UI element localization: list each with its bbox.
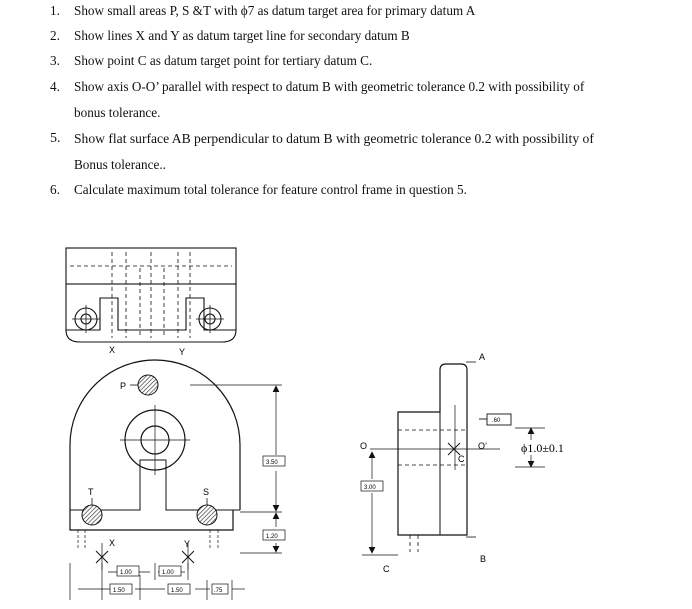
label-b: B bbox=[480, 554, 487, 564]
top-view-hidden-lines bbox=[70, 252, 232, 338]
dim-height-step: 1.20 bbox=[266, 534, 278, 540]
question-number: 3. bbox=[50, 53, 60, 68]
dim-bottom-3: 1.50 bbox=[113, 588, 125, 594]
side-view-profile bbox=[398, 364, 467, 535]
top-view-hole-left bbox=[72, 305, 100, 333]
dim-hole-height: 3.00 bbox=[364, 485, 376, 491]
question-number: 4. bbox=[50, 79, 60, 94]
dim-bottom-4: 1.50 bbox=[171, 588, 183, 594]
dim-bottom-2: 1.00 bbox=[162, 570, 174, 576]
datum-target-s bbox=[197, 498, 217, 525]
label-c-small: C bbox=[458, 454, 465, 464]
label-y-front: Y bbox=[184, 539, 191, 549]
dim-bottom-5: .75 bbox=[214, 588, 223, 594]
question-text: Show small areas P, S &T with ϕ7 as datum target area for primary datum A bbox=[74, 3, 476, 18]
front-view-hidden-lines bbox=[78, 530, 218, 550]
top-view-base bbox=[66, 284, 236, 342]
label-p: P bbox=[120, 381, 127, 391]
label-x-front: X bbox=[109, 538, 116, 548]
datum-target-p bbox=[130, 375, 158, 395]
label-t: T bbox=[88, 487, 94, 497]
side-view bbox=[370, 362, 500, 552]
question-number: 5. bbox=[50, 131, 61, 146]
front-view-bottom-dims bbox=[70, 563, 245, 600]
question-text: Show point C as datum target point for tertiary datum C. bbox=[74, 53, 373, 68]
front-view-vertical-dims bbox=[190, 385, 285, 553]
question-number: 1. bbox=[50, 3, 60, 18]
question-text: Show axis O-O’ parallel with respect to datum B with geometric tolerance 0.2 with possibility of bbox=[74, 79, 585, 94]
question-continuation: bonus tolerance. bbox=[74, 105, 161, 120]
top-view-label-y: Y bbox=[179, 347, 186, 357]
question-continuation: Bonus tolerance.. bbox=[74, 157, 166, 172]
question-text: Calculate maximum total tolerance for feature control frame in question 5. bbox=[74, 182, 467, 197]
top-view-hole-right bbox=[196, 305, 224, 333]
dim-bottom-1: 1.00 bbox=[120, 570, 132, 576]
question-text: Show flat surface AB perpendicular to datum B with geometric tolerance 0.2 with possibility of bbox=[74, 131, 594, 146]
label-c: C bbox=[383, 564, 390, 574]
diameter-tolerance: ϕ1.0±0.1 bbox=[521, 441, 564, 455]
datum-target-t bbox=[82, 498, 102, 525]
side-view-hole-dim bbox=[361, 452, 398, 555]
question-number: 6. bbox=[50, 182, 60, 197]
side-view-hidden-lines bbox=[398, 430, 467, 552]
top-view bbox=[66, 248, 236, 342]
label-a: A bbox=[479, 352, 486, 362]
label-o-prime: O’ bbox=[478, 441, 487, 451]
question-number: 2. bbox=[50, 28, 60, 43]
dim-box: .60 bbox=[492, 418, 501, 424]
label-s: S bbox=[203, 487, 210, 497]
label-o: O bbox=[360, 441, 368, 451]
dim-height-hole: 3.50 bbox=[266, 460, 278, 466]
question-text: Show lines X and Y as datum target line for secondary datum B bbox=[74, 28, 410, 43]
top-view-label-x: X bbox=[109, 345, 116, 355]
